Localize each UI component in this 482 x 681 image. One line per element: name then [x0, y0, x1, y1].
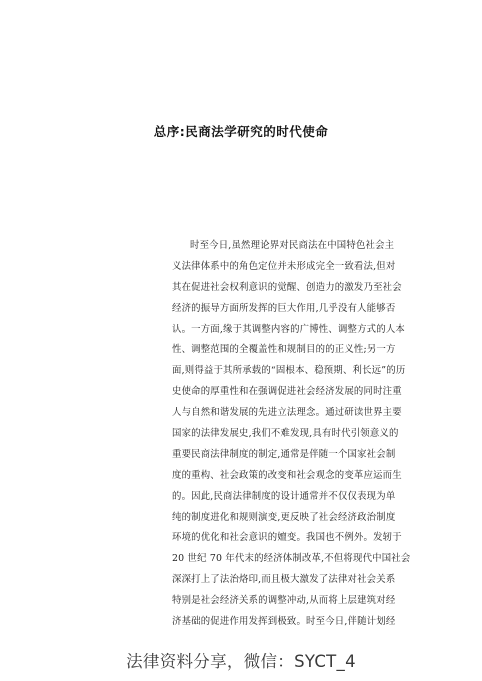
text-line: 环境的优化和社会意识的嬗变。我国也不例外。发轫于 — [172, 532, 402, 544]
text-line: 义法律体系中的角色定位并未形成完全一致看法,但对 — [172, 260, 396, 272]
page-title: 总序:民商法学研究的时代使命 — [153, 124, 329, 139]
text-line: 20 世纪 70 年代末的经济体制改革,不但将现代中国社会 — [172, 553, 411, 565]
text-line: 度的重构、社会政策的改变和社会观念的变革应运而生 — [172, 469, 402, 481]
text-line: 经济的振导方面所发挥的巨大作用,几乎没有人能够否 — [172, 302, 396, 314]
text-line: 时至今日,虽然理论界对民商法在中国特色社会主 — [190, 240, 395, 251]
text-line: 面,则得益于其所承载的“固根本、稳预期、利长远”的历 — [172, 365, 406, 377]
watermark-text: 法律资料分享，微信：SYCT_4 — [126, 652, 356, 671]
text-line: 深深打上了法治烙印,而且极大激发了法律对社会关系 — [172, 574, 396, 586]
text-line: 性、调整范围的全覆盖性和规制目的的正义性;另一方 — [172, 344, 396, 356]
text-line: 特别是社会经济关系的调整冲动,从而将上层建筑对经 — [172, 595, 396, 607]
text-line: 史使命的厚重性和在强调促进社会经济发展的同时注重 — [172, 386, 402, 398]
text-line: 的。因此,民商法律制度的设计通常并不仅仅表现为单 — [172, 490, 396, 502]
text-line: 人与自然和谐发展的先进立法理念。通过研读世界主要 — [172, 407, 402, 419]
text-line: 其在促进社会权利意识的觉醒、创造力的激发乃至社会 — [172, 281, 402, 293]
text-line: 济基础的促进作用发挥到极致。时至今日,伴随计划经 — [172, 616, 396, 628]
text-line: 纯的制度进化和规则演变,更反映了社会经济政治制度 — [172, 511, 396, 523]
text-line: 重要民商法律制度的制定,通常是伴随一个国家社会制 — [172, 448, 396, 460]
text-line: 国家的法律发展史,我们不难发现,具有时代引领意义的 — [172, 428, 399, 440]
text-line: 认。一方面,缘于其调整内容的广博性、调整方式的人本 — [172, 323, 405, 335]
body-text — [172, 236, 418, 633]
